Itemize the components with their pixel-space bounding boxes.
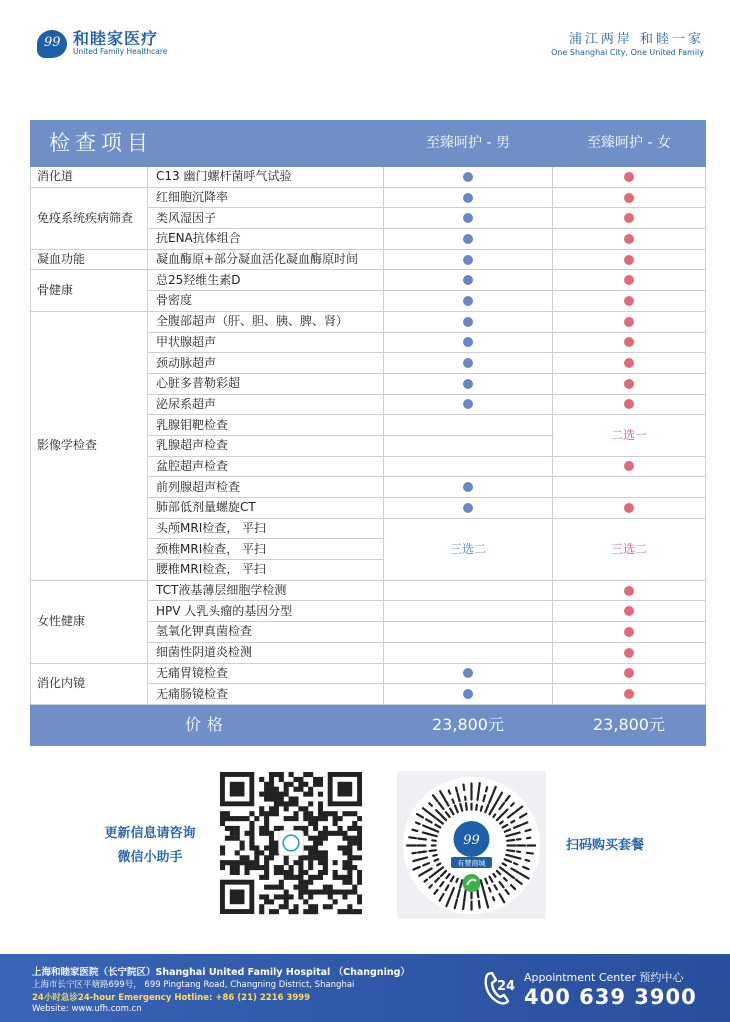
female-included-dot [624,296,634,306]
table-body [31,167,706,705]
ufh-logo-icon: 99 [37,30,67,58]
table-row [31,187,706,208]
male-mark-cell [384,498,553,519]
category-cell: 影像学检查 [31,311,148,580]
male-mark-cell [384,291,553,312]
column-header-male: 至臻呵护 - 男 [384,121,553,167]
male-mark-cell [384,394,553,415]
price-row [31,704,706,745]
female-mark-cell [553,187,706,208]
slogan-cn: 浦江两岸 和睦一家 [568,32,704,47]
category-cell: 骨健康 [31,270,148,311]
table-row [31,580,706,601]
item-cell: 总25羟维生素D [148,270,384,291]
svg-text:99: 99 [463,833,480,848]
female-included-dot [624,358,634,368]
male-mark-cell [384,187,553,208]
hospital-address: 上海市长宁区平塘路699号， 699 Pingtang Road, Changning District, Shanghai [32,980,355,990]
item-cell: 颈椎MRI检查， 平扫 [148,539,384,560]
male-mark-cell [384,435,553,456]
female-mark-cell [553,353,706,374]
female-mri-choice-note: 三选二 [553,518,706,580]
female-mark-cell [553,229,706,250]
table-header-row [31,121,706,167]
wechat-assistant-qr-code[interactable] [220,772,362,917]
logo-name-en: United Family Healthcare [73,47,168,56]
male-mark-cell [384,311,553,332]
table-row [31,663,706,684]
item-cell: 肺部低剂量螺旋CT [148,498,384,519]
male-mark-cell [384,684,553,705]
female-included-dot [624,461,634,471]
female-included-dot [624,668,634,678]
male-included-dot [463,234,473,244]
female-included-dot [624,379,634,389]
male-mark-cell [384,477,553,498]
female-included-dot [624,689,634,699]
female-mark-cell [553,456,706,477]
item-cell: 乳腺钼靶检查 [148,415,384,436]
table-row [31,311,706,332]
male-included-dot [463,358,473,368]
female-included-dot [624,606,634,616]
female-included-dot [624,586,634,596]
male-mark-cell [384,167,553,188]
male-mark-cell [384,580,553,601]
male-mark-cell [384,601,553,622]
female-mark-cell [553,477,706,498]
appointment-phone-number[interactable]: 400 639 3900 [524,985,697,1009]
hospital-name: 上海和睦家医院（长宁院区）Shanghai United Family Hospital （Changning） [32,967,410,978]
female-breast-choice-note: 二选一 [553,415,706,456]
wechat-caption-line1: 更新信息请咨询 [104,826,196,841]
wechat-caption-line2: 微信小助手 [117,850,183,865]
item-cell: 盆腔超声检查 [148,456,384,477]
female-mark-cell [553,332,706,353]
logo-name-cn: 和睦家医疗 [73,29,159,48]
checkup-items-table [30,120,706,746]
female-included-dot [624,234,634,244]
male-mark-cell [384,249,553,270]
scan-to-buy-caption: 扫码购买套餐 [566,838,645,853]
appointment-center-label: Appointment Center 预约中心 [524,971,684,984]
female-mark-cell [553,642,706,663]
female-mark-cell [553,373,706,394]
female-mark-cell [553,394,706,415]
emergency-hotline: 24小时急诊24-hour Emergency Hotline: +86 (21) 2216 3999 [32,993,311,1003]
female-included-dot [624,317,634,327]
item-cell: 类风湿因子 [148,208,384,229]
item-cell: 无痛肠镜检查 [148,684,384,705]
item-cell: C13 幽门螺杆菌呼气试验 [148,167,384,188]
female-included-dot [624,399,634,409]
item-cell: 乳腺超声检查 [148,435,384,456]
female-included-dot [624,275,634,285]
item-cell: 无痛胃镜检查 [148,663,384,684]
female-mark-cell [553,601,706,622]
female-mark-cell [553,311,706,332]
table-row [31,249,706,270]
male-mark-cell [384,642,553,663]
male-included-dot [463,379,473,389]
shop-mini-program-code[interactable] [403,777,540,914]
item-cell: 氢氧化钾真菌检查 [148,622,384,643]
website-link[interactable]: Website: www.ufh.com.cn [32,1004,142,1014]
male-mark-cell [384,373,553,394]
male-mark-cell [384,415,553,436]
male-mark-cell [384,229,553,250]
shop-mini-program-code-frame [397,771,546,919]
ufh-logo [37,28,167,60]
male-mark-cell [384,456,553,477]
page-footer [0,954,730,1022]
table-row [31,270,706,291]
female-mark-cell [553,622,706,643]
male-included-dot [463,503,473,513]
slogan [551,32,704,58]
female-mark-cell [553,684,706,705]
male-included-dot [463,275,473,285]
price-female: 23,800元 [553,704,706,745]
female-mark-cell [553,663,706,684]
item-cell: 甲状腺超声 [148,332,384,353]
male-included-dot [463,337,473,347]
shop-label: 有赞商城 [457,859,486,868]
male-mark-cell [384,663,553,684]
male-mri-choice-note: 三选二 [384,518,553,580]
male-included-dot [463,172,473,182]
category-cell: 消化内镜 [31,663,148,704]
page-header [0,0,730,80]
male-mark-cell [384,332,553,353]
male-included-dot [463,689,473,699]
price-male: 23,800元 [384,704,553,745]
male-included-dot [463,482,473,492]
item-cell: HPV 人乳头瘤的基因分型 [148,601,384,622]
item-cell: 骨密度 [148,291,384,312]
phone-24h-icon [480,968,520,1008]
item-cell: 细菌性阴道炎检测 [148,642,384,663]
female-mark-cell [553,249,706,270]
female-included-dot [624,503,634,513]
item-cell: 泌尿系超声 [148,394,384,415]
female-mark-cell [553,498,706,519]
slogan-en: One Shanghai City, One United Family [551,48,704,57]
male-mark-cell [384,270,553,291]
female-mark-cell [553,167,706,188]
male-included-dot [463,317,473,327]
item-cell: 颈动脉超声 [148,353,384,374]
item-cell: 抗ENA抗体组合 [148,229,384,250]
female-included-dot [624,193,634,203]
male-included-dot [463,296,473,306]
phone-badge-text: 24 [496,979,516,994]
table-title: 检查项目 [31,121,384,167]
item-cell: 全腹部超声（肝、胆、胰、脾、肾） [148,311,384,332]
item-cell: 心脏多普勒彩超 [148,373,384,394]
table-row [31,167,706,188]
female-included-dot [624,255,634,265]
male-mark-cell [384,208,553,229]
item-cell: 腰椎MRI检查， 平扫 [148,560,384,581]
category-cell: 凝血功能 [31,249,148,270]
male-included-dot [463,668,473,678]
wechat-assistant-caption [90,822,210,870]
female-included-dot [624,172,634,182]
item-cell: 凝血酶原+部分凝血活化凝血酶原时间 [148,249,384,270]
female-mark-cell [553,580,706,601]
item-cell: TCT液基薄层细胞学检测 [148,580,384,601]
male-included-dot [463,399,473,409]
female-included-dot [624,337,634,347]
female-mark-cell [553,208,706,229]
female-included-dot [624,648,634,658]
column-header-female: 至臻呵护 - 女 [553,121,706,167]
item-cell: 前列腺超声检查 [148,477,384,498]
male-included-dot [463,213,473,223]
item-cell: 红细胞沉降率 [148,187,384,208]
female-included-dot [624,627,634,637]
male-mark-cell [384,353,553,374]
price-label: 价格 [31,704,384,745]
category-cell: 免疫系统疾病筛查 [31,187,148,249]
category-cell: 消化道 [31,167,148,188]
category-cell: 女性健康 [31,580,148,663]
female-mark-cell [553,291,706,312]
female-included-dot [624,213,634,223]
male-mark-cell [384,622,553,643]
female-mark-cell [553,270,706,291]
item-cell: 头颅MRI检查， 平扫 [148,518,384,539]
male-included-dot [463,255,473,265]
male-included-dot [463,193,473,203]
